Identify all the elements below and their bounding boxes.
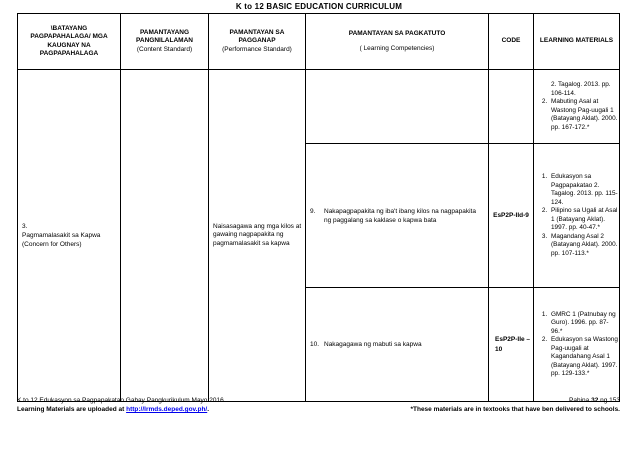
- material-item: 2. Mabuting Asal at Wastong Pag-uugali 1 (Batayang Aklat). 2000. pp. 167-172.*: [549, 98, 618, 132]
- table-row: [18, 70, 620, 144]
- competency-text: Nakapagpapakita ng iba't ibang kilos na nagpapakita ng paggalang sa kaklase o kapwa bata: [324, 207, 476, 224]
- page-number: 32: [591, 397, 599, 404]
- footer-left: [17, 396, 224, 414]
- competency-code: EsP2P-IIe – 10: [495, 335, 531, 353]
- table-header-row: [18, 14, 620, 70]
- empty-content-cell: [121, 70, 209, 402]
- header-learning-materials: LEARNING MATERIALS: [534, 14, 620, 70]
- materials-cell: [534, 144, 620, 288]
- material-item: 2. Edukasyon sa Wastong Pag-uugali at Kagandahang Asal 1 (Batayang Aklat). 1997. pp. 129-133.*: [549, 336, 618, 379]
- code-cell: [489, 288, 534, 402]
- footer-right: [410, 396, 620, 414]
- header-batayang-pagpapahalaga: \BATAYANG PAGPAPAHALAGA/ MGA KAUGNAY NA PAGPAPAHALAGA: [18, 14, 121, 70]
- code-cell: [489, 144, 534, 288]
- performance-standard-cell: [209, 70, 306, 402]
- material-item: 3. Magandang Asal 2 (Batayang Aklat). 2000. pp. 107-113.*: [549, 233, 618, 259]
- competency-code: EsP2P-IId-9: [493, 211, 529, 219]
- competency-number: 9.: [310, 207, 316, 215]
- competency-cell: [306, 288, 489, 402]
- footer-period: .: [207, 406, 210, 413]
- header-performance-standard: PAMANTAYAN SA PAGGANAP (Performance Standard): [209, 14, 306, 70]
- performance-standard-text: Naisasagawa ang mga kilos at gawaing nagpapakita ng pagmamalasakit sa kapwa: [213, 222, 302, 247]
- content-standard-text: Pagmamalasakit sa Kapwa (Concern for Others): [22, 232, 101, 248]
- competency-cell: [306, 70, 489, 144]
- page-indicator: [410, 396, 620, 405]
- content-standard-number: 3.: [22, 223, 28, 230]
- code-cell: [489, 70, 534, 144]
- materials-cell: [534, 70, 620, 144]
- material-item: 2. Pilipino sa Ugali at Asal 1 (Batayang Aklat). 1997. pp. 40-47.*: [549, 207, 618, 233]
- footer-textbook-note: *These materials are in textooks that have ben delivered to schools.: [410, 406, 620, 413]
- material-item: 1. Edukasyon sa Pagpapakatao 2. Tagalog. 2013. pp. 115-124.: [549, 173, 618, 207]
- competency-cell: [306, 144, 489, 288]
- competency-text: Nakagagawa ng mabuti sa kapwa: [324, 341, 422, 348]
- curriculum-table: [17, 13, 620, 402]
- material-item-continued: 2. Tagalog. 2013. pp. 106-114.: [551, 81, 611, 97]
- footer-lrmds-text: Learning Materials are uploaded at: [17, 406, 127, 413]
- page-prefix: Pahina: [569, 397, 592, 404]
- competency-number: 10.: [310, 341, 320, 348]
- materials-cell: [534, 288, 620, 402]
- header-learning-competencies: PAMANTAYAN SA PAGKATUTO ( Learning Competencies): [306, 14, 489, 70]
- lrmds-link[interactable]: http://lrmds.deped.gov.ph/: [126, 406, 208, 413]
- page-suffix: ng 153: [598, 397, 620, 404]
- header-content-standard: PAMANTAYANG PANGNILALAMAN (Content Standard): [121, 14, 209, 70]
- material-item: 1. GMRC 1 (Patnubay ng Guro). 1996. pp. 87-96.*: [549, 311, 618, 337]
- content-standard-cell: [18, 70, 121, 402]
- header-code: CODE: [489, 14, 534, 70]
- document-title: K to 12 BASIC EDUCATION CURRICULUM: [235, 2, 403, 11]
- footer-curriculum-guide: K to 12 Edukasyon sa Pagpapakatao Gabay Pangkurikulum Mayo 2016: [17, 397, 224, 404]
